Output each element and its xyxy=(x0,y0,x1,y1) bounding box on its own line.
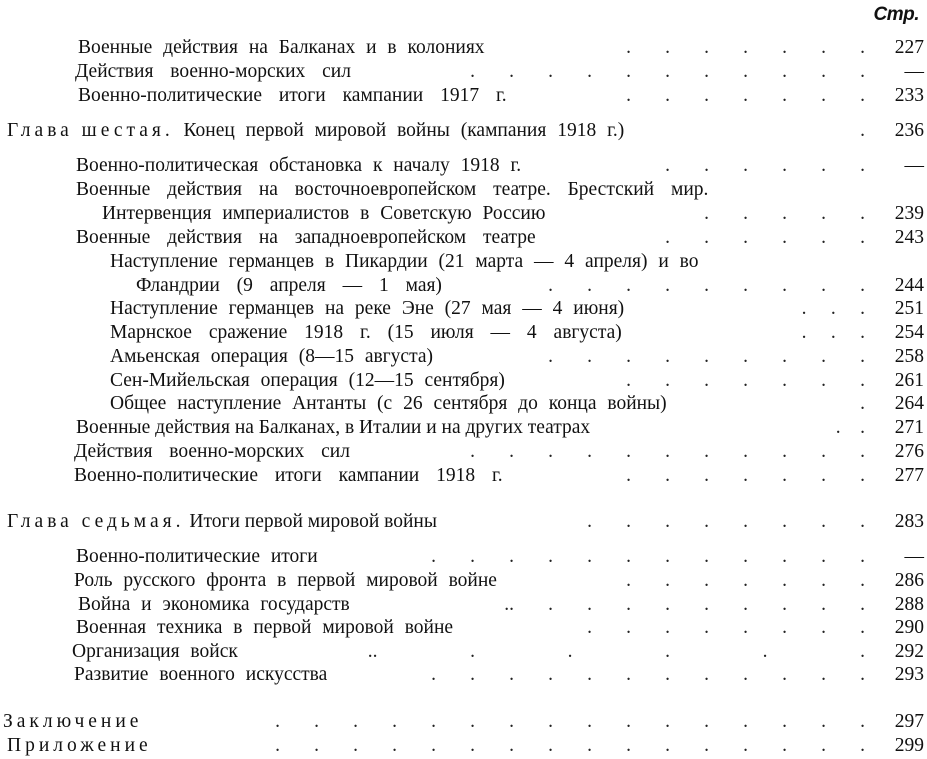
toc-entry xyxy=(0,640,927,664)
toc-entry xyxy=(0,464,927,488)
toc-entry-page: 283 xyxy=(894,511,924,532)
toc-entry-page: 254 xyxy=(894,322,924,343)
toc-chapter xyxy=(0,119,927,143)
toc-entry-title: Действия военно-морских сил xyxy=(75,61,351,82)
toc-entry-title: Общее наступление Антанты (с 26 сентября до конца войны) xyxy=(110,393,667,414)
toc-entry-page: 251 xyxy=(894,298,924,319)
toc-entry-title: Военная техника в первой мировой войне xyxy=(76,617,454,638)
toc-entry-title: Военные действия на Балканах, в Италии и на других театрах xyxy=(76,417,591,438)
dot-leader: . . . . . xyxy=(704,203,865,224)
dot-leader: . . . . . . xyxy=(665,227,865,248)
toc-entry xyxy=(0,593,927,617)
toc-chapter xyxy=(0,510,927,534)
toc-entry xyxy=(0,392,927,416)
toc-entry-title: Развитие военного искусства xyxy=(74,664,328,685)
toc-entry-page: 286 xyxy=(894,570,924,591)
toc-entry-page: 244 xyxy=(894,275,924,296)
toc-entry-title: Военно-политическая обстановка к началу 1918 г. xyxy=(76,155,522,176)
toc-entry xyxy=(0,297,927,321)
dot-leader: . . . . . . . xyxy=(626,85,865,106)
toc-entry-page: 239 xyxy=(894,203,924,224)
toc-entry-title: Действия военно-морских сил xyxy=(74,441,350,462)
toc-entry-page: 290 xyxy=(894,617,924,638)
toc-entry xyxy=(0,369,927,393)
toc-entry xyxy=(0,84,927,108)
toc-entry-title: Военные действия на западноевропейском театре xyxy=(76,227,536,248)
toc-entry xyxy=(0,250,927,274)
toc-entry xyxy=(0,36,927,60)
toc-entry-page: 258 xyxy=(894,346,924,367)
toc-entry xyxy=(0,178,927,202)
toc-entry-page: 299 xyxy=(894,735,924,756)
dot-leader: . . . . . . . xyxy=(626,37,865,58)
toc-entry xyxy=(0,60,927,84)
toc-entry-title: Организация войск xyxy=(72,641,238,662)
dot-leader: . . . . . . . xyxy=(626,570,865,591)
toc-entry-title: Конец первой мировой войны (кампания 1918 г.) xyxy=(183,120,625,141)
toc-chapter-heading xyxy=(7,510,437,534)
dot-leader: . . . . . . . . xyxy=(587,511,865,532)
toc-section-heading xyxy=(7,734,152,758)
section-label: Приложение xyxy=(7,735,152,756)
toc-entry-page: 233 xyxy=(894,85,924,106)
dot-leader: . . . . . . . xyxy=(626,370,865,391)
chapter-label: Глава седьмая. xyxy=(7,511,185,532)
dot-leader: . . . xyxy=(801,322,865,343)
chapter-label: Глава шестая. xyxy=(7,120,174,141)
section-label: Заключение xyxy=(3,711,143,732)
toc-entry xyxy=(0,569,927,593)
dot-leader: . . . . . . . . . . . xyxy=(470,441,865,462)
toc-entry-page: 243 xyxy=(894,227,924,248)
toc-entry-title: Итоги первой мировой войны xyxy=(189,511,437,532)
toc-entry-title: Интервенция империалистов в Советскую Россию xyxy=(102,203,546,224)
dot-leader: . . . . . . . . . xyxy=(548,275,865,296)
dot-leader: . . . . . . . . . xyxy=(548,346,865,367)
toc-entry-page: — xyxy=(904,546,924,567)
toc-section-heading xyxy=(3,710,142,734)
toc-entry-page: 271 xyxy=(894,417,924,438)
dot-leader: . . xyxy=(835,417,865,438)
toc-entry-page: — xyxy=(904,155,924,176)
toc-entry-title: Сен-Мийельская операция (12—15 сентября) xyxy=(110,370,505,391)
dot-leader: .. . . . . . xyxy=(367,641,865,662)
toc-entry xyxy=(0,274,927,298)
toc-entry xyxy=(0,616,927,640)
dot-leader: .. . . . . . . . . . xyxy=(504,594,865,615)
toc-entry-page: 293 xyxy=(894,664,924,685)
toc-section xyxy=(0,710,927,734)
toc-section xyxy=(0,734,927,758)
page-column-header: Стр. xyxy=(873,4,919,25)
toc-entry-page: — xyxy=(904,61,924,82)
dot-leader: . . . . . . . . . . . xyxy=(470,61,865,82)
toc-entry-title: Военно-политические итоги кампании 1917 г. xyxy=(78,85,507,106)
toc-entry xyxy=(0,440,927,464)
toc-entry xyxy=(0,154,927,178)
toc-entry xyxy=(0,202,927,226)
toc-chapter-heading xyxy=(7,119,624,143)
toc-entry xyxy=(0,345,927,369)
toc-entry-title: Фландрии (9 апреля — 1 мая) xyxy=(136,275,442,296)
dot-leader: . . . . . . xyxy=(665,155,865,176)
dot-leader: . . . xyxy=(801,298,865,319)
toc-entry-page: 261 xyxy=(894,370,924,391)
toc-entry-page: 227 xyxy=(894,37,924,58)
toc-entry xyxy=(0,226,927,250)
dot-leader: . xyxy=(860,120,865,141)
dot-leader: . . . . . . . . . . . . . . . . xyxy=(275,735,865,756)
toc-entry-title: Марнское сражение 1918 г. (15 июля — 4 августа) xyxy=(110,322,622,343)
toc-entry xyxy=(0,663,927,687)
dot-leader: . . . . . . . . . . . . xyxy=(431,546,865,567)
toc-entry xyxy=(0,545,927,569)
dot-leader: . . . . . . . xyxy=(626,465,865,486)
dot-leader: . . . . . . . . xyxy=(587,617,865,638)
dot-leader: . . . . . . . . . . . . xyxy=(431,664,865,685)
dot-leader: . . . . . . . . . . . . . . . . xyxy=(275,711,865,732)
toc-entry-page: 277 xyxy=(894,465,924,486)
toc-entry xyxy=(0,321,927,345)
toc-entry-title: Война и экономика государств xyxy=(78,594,350,615)
toc-entry-title: Наступление германцев в Пикардии (21 марта — 4 апреля) и во xyxy=(110,251,699,272)
toc-entry-title: Военные действия на восточноевропейском театре. Брестский мир. xyxy=(76,179,709,200)
toc-entry-page: 297 xyxy=(894,711,924,732)
toc-entry-page: 276 xyxy=(894,441,924,462)
toc-entry-title: Военно-политические итоги кампании 1918 г. xyxy=(74,465,503,486)
toc-entry-page: 288 xyxy=(894,594,924,615)
toc-entry-page: 264 xyxy=(894,393,924,414)
toc-entry-title: Роль русского фронта в первой мировой войне xyxy=(74,570,497,591)
toc-entry xyxy=(0,416,927,440)
toc-entry-title: Амьенская операция (8—15 августа) xyxy=(110,346,433,367)
toc-entry-page: 292 xyxy=(894,641,924,662)
dot-leader: . xyxy=(860,393,865,414)
toc-entry-title: Наступление германцев на реке Эне (27 мая — 4 июня) xyxy=(110,298,625,319)
toc-entry-title: Военно-политические итоги xyxy=(76,546,318,567)
toc-entry-page: 236 xyxy=(894,120,924,141)
toc-entry-title: Военные действия на Балканах и в колониях xyxy=(78,37,485,58)
